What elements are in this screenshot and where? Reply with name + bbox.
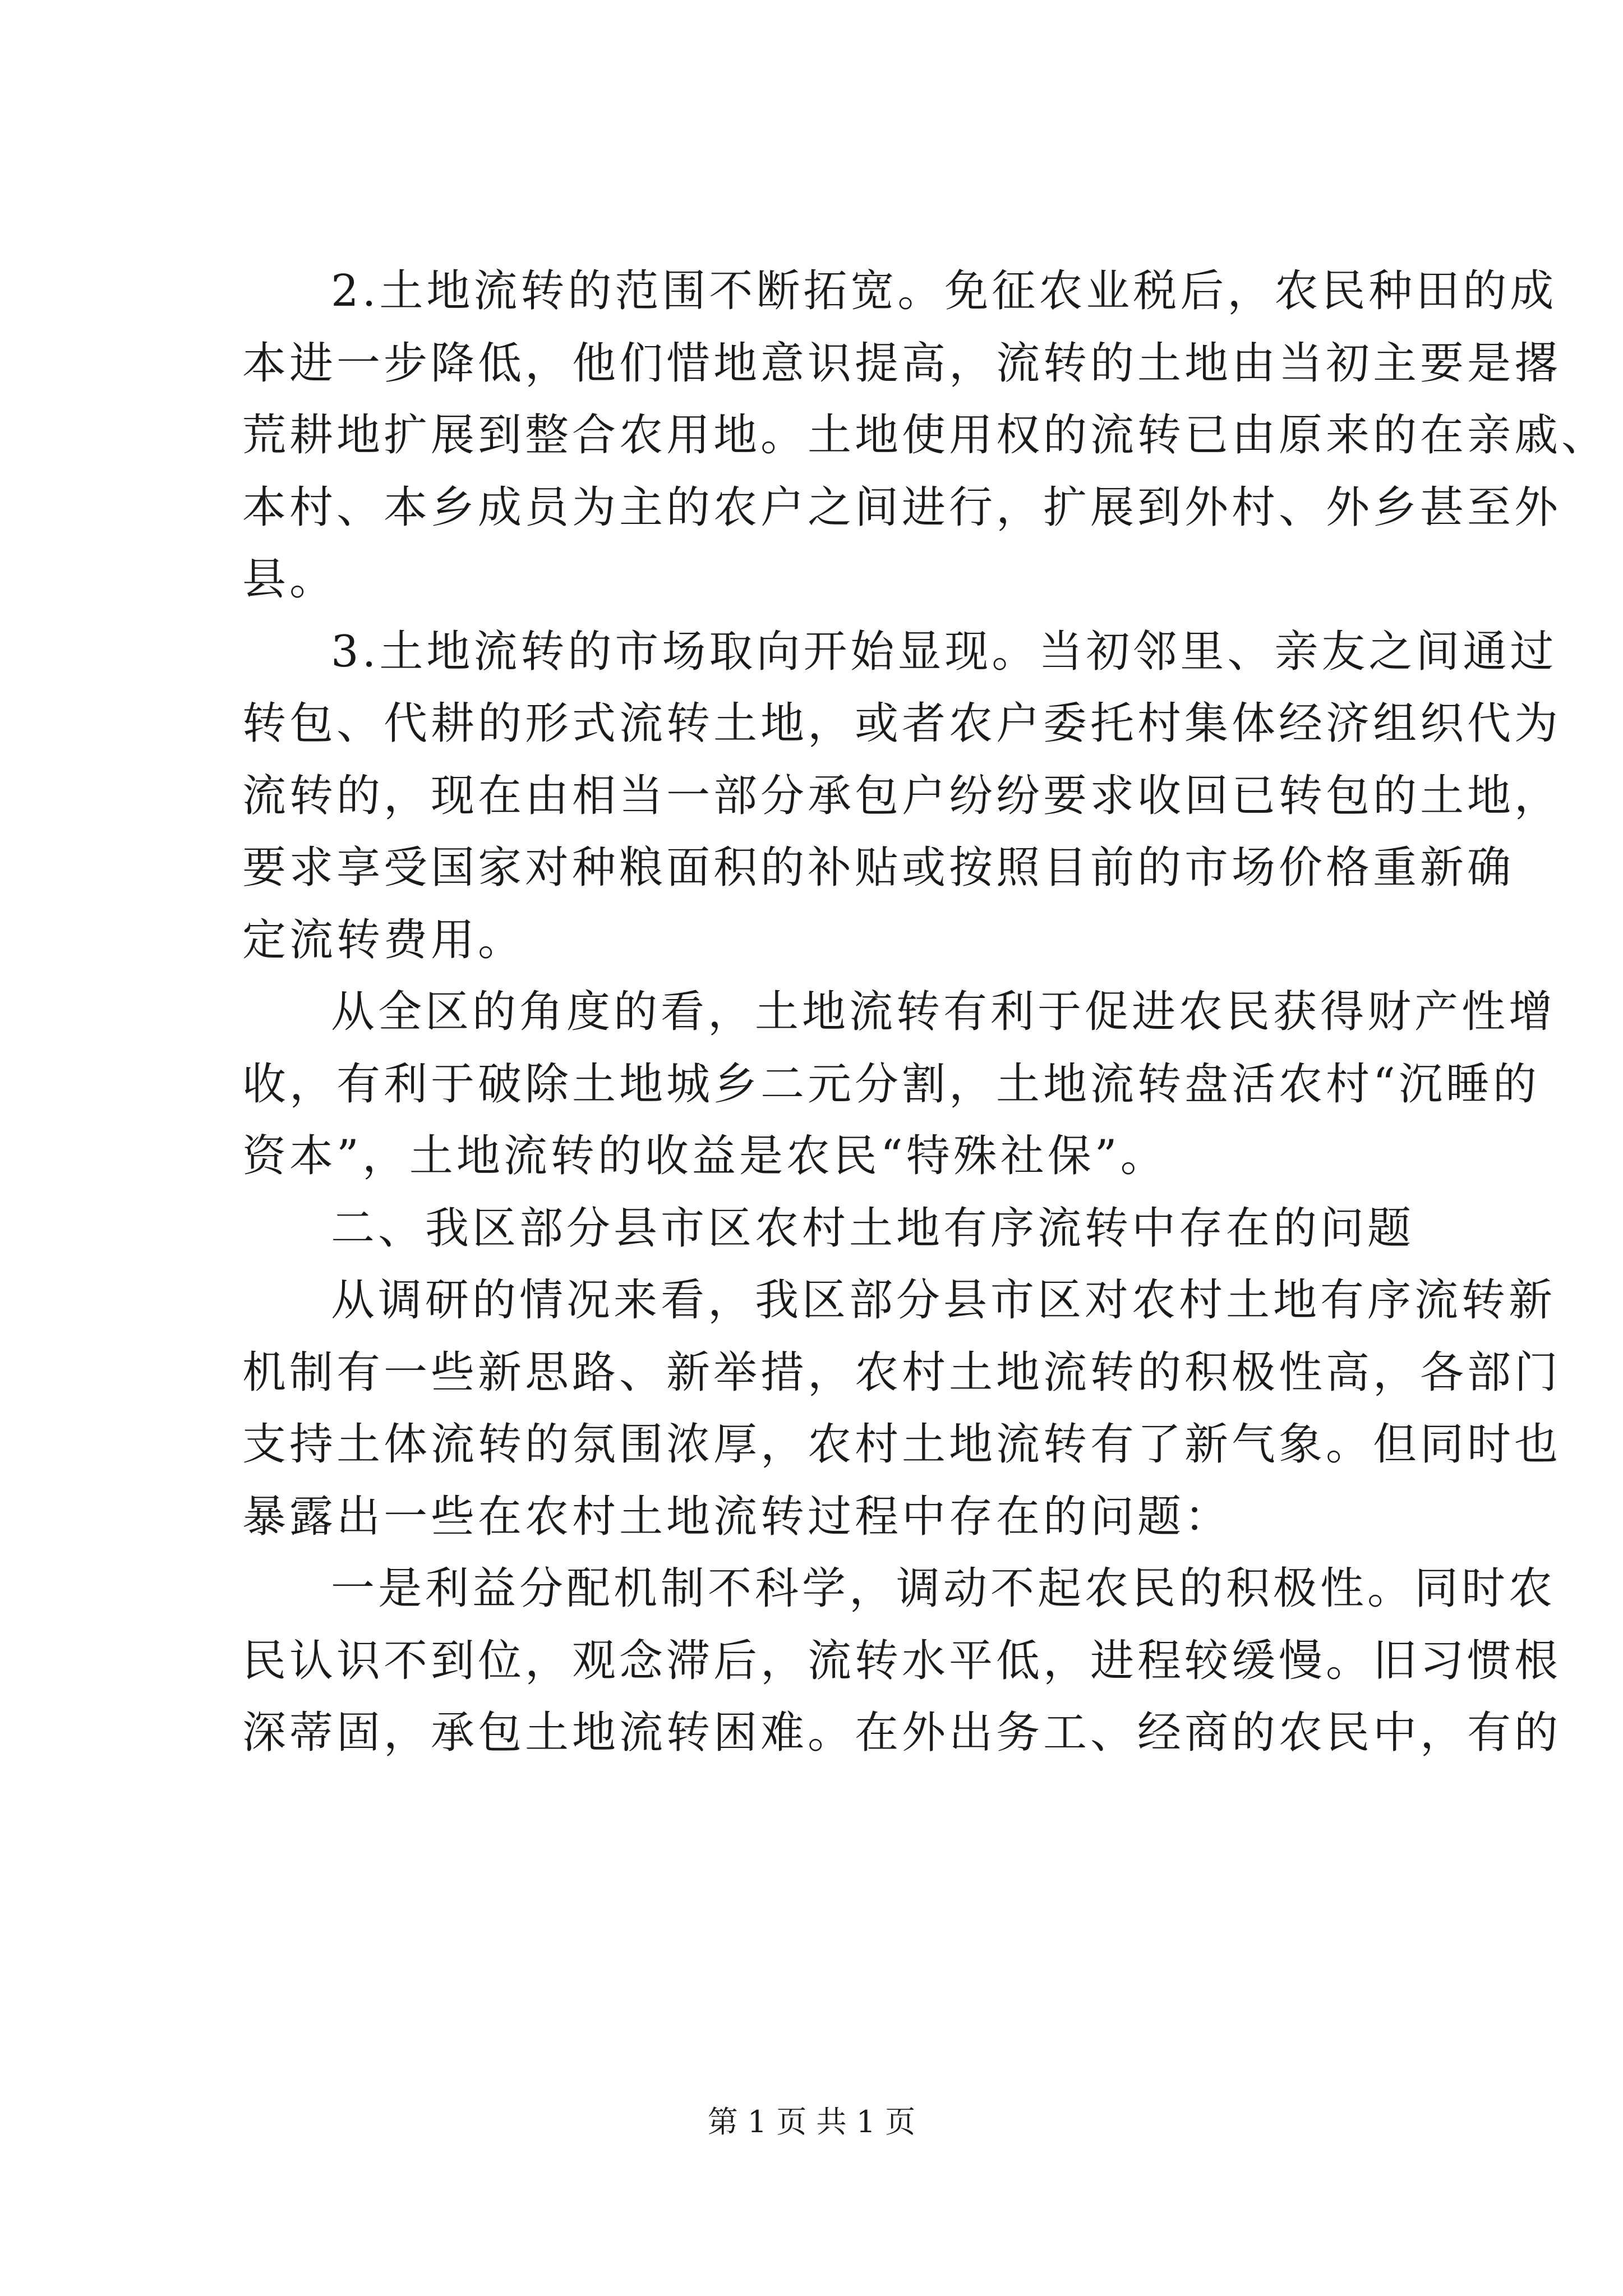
document-body (242, 255, 1609, 1769)
paragraph-line: 3.土地流转的市场取向开始显现。当初邻里、亲友之间通过 (331, 626, 1557, 677)
page-number-footer: 第 1 页 共 1 页 (707, 2104, 916, 2139)
paragraph-line: 定流转费用。 (242, 914, 525, 965)
paragraph-line: 从全区的角度的看，土地流转有利于促进农民获得财产性增 (331, 987, 1556, 1037)
paragraph-line: 县。 (242, 554, 337, 605)
paragraph-line: 本村、本乡成员为主的农户之间进行，扩展到外村、外乡甚至外 (242, 482, 1562, 533)
paragraph-line: 转包、代耕的形式流转土地，或者农户委托村集体经济组织代为 (242, 698, 1562, 749)
section-heading: 二、我区部分县市区农村土地有序流转中存在的问题 (331, 1203, 1415, 1254)
paragraph-line: 一是利益分配机制不科学，调动不起农民的积极性。同时农 (331, 1563, 1556, 1614)
paragraph-line: 本进一步降低，他们惜地意识提高，流转的土地由当初主要是撂 (242, 338, 1562, 389)
paragraph-line: 从调研的情况来看，我区部分县市区对农村土地有序流转新 (331, 1275, 1556, 1326)
paragraph-line: 深蒂固，承包土地流转困难。在外出务工、经商的农民中，有的 (242, 1708, 1562, 1758)
paragraph-line: 2.土地流转的范围不断拓宽。免征农业税后，农民种田的成 (331, 266, 1557, 316)
paragraph-line: 收，有利于破除土地城乡二元分割，土地流转盘活农村“沉睡的 (242, 1059, 1540, 1110)
paragraph-line: 资本”，土地流转的收益是农民“特殊社保”。 (242, 1131, 1168, 1181)
paragraph-line: 流转的，现在由相当一部分承包户纷纷要求收回已转包的土地， (242, 770, 1562, 821)
paragraph-line: 要求享受国家对种粮面积的补贴或按照目前的市场价格重新确 (242, 843, 1515, 893)
paragraph-line: 民认识不到位，观念滞后，流转水平低，进程较缓慢。旧习惯根 (242, 1635, 1562, 1686)
paragraph-line: 暴露出一些在农村土地流转过程中存在的问题： (242, 1491, 1232, 1542)
paragraph-line: 机制有一些新思路、新举措，农村土地流转的积极性高，各部门 (242, 1347, 1562, 1398)
paragraph-line: 支持土体流转的氛围浓厚，农村土地流转有了新气象。但同时也 (242, 1419, 1562, 1470)
paragraph-line: 荒耕地扩展到整合农用地。土地使用权的流转已由原来的在亲戚、 (242, 410, 1609, 461)
